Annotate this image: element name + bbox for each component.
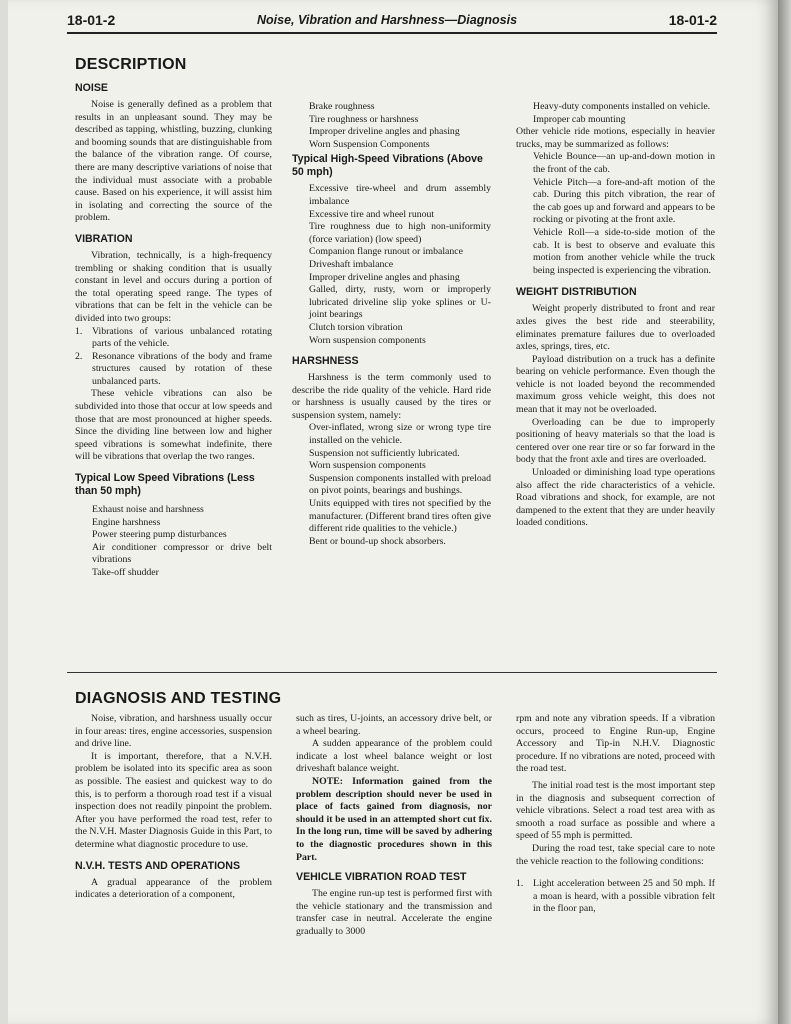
list-item: Bent or bound-up shock absorbers. <box>309 535 446 547</box>
list-item: 2. Resonance vibrations of the body and frame structures caused by rotation of these unbalanced parts. <box>75 350 272 387</box>
diagnosis-column-1 <box>75 713 272 902</box>
vibration-heading: VIBRATION <box>75 232 133 245</box>
diagnosis-paragraph: It is important, therefore, that a N.V.H. problem be isolated into its specific area as soon as possible. The easiest and quickest way to do this, is to perform a thorough road test if a visual inspection does not readily pinpoint the problem. After you have performed the road test, refer to the N.V.H. Master Diagnosis Guide in this Part, to determine what diagnostic procedure to use. <box>75 750 272 850</box>
note-paragraph: NOTE: Information gained from the problem description should never be used in place of facts gained from diagnosis, nor should it be used in an attempted short cut fix. In the long run, time will be saved by adhering to the diagnostic procedures shown in this Part. <box>296 775 492 863</box>
list-item: Excessive tire and wheel runout <box>309 208 435 220</box>
list-item: Engine harshness <box>92 516 161 528</box>
noise-paragraph: Noise is generally defined as a problem that results in an unpleasant sound. They may be described as tapping, whistling, buzzing, clunking and booming sounds that are distinguishable from the balance of the vibration range. Of course, there are many descriptive variations of noise that the individual must associate with a probable cause. Based on his experience, it will assist him in isolating and correcting the source of the problem. <box>75 99 272 224</box>
description-column-3 <box>516 101 715 530</box>
header-section-title: Noise, Vibration and Harshness—Diagnosis <box>257 13 518 27</box>
list-item: Vehicle Pitch—a fore-and-aft motion of the cab. During this pitch vibration, the rear of the cab goes up and forward and appears to be rocking or pivoting at the front axle. <box>533 176 715 226</box>
road-test-paragraph: The engine run-up test is performed first with the vehicle stationary and the transmission and transfer case in neutral. Accelerate the engine gradually to 3000 <box>296 888 492 937</box>
description-title: DESCRIPTION <box>75 56 187 73</box>
description-column-1 <box>75 78 272 580</box>
list-item: Excessive tire-wheel and drum assembly imbalance <box>309 183 491 207</box>
list-item: 1. Vibrations of various unbalanced rotating parts of the vehicle. <box>75 325 272 350</box>
harshness-paragraph: Harshness is the term commonly used to describe the ride quality of the vehicle. Hard ride or harshness is usually caused by the tires or suspension system, namely: <box>292 372 491 421</box>
harshness-heading: HARSHNESS <box>292 355 359 368</box>
list-item: Vehicle Roll—a side-to-side motion of the cab. It is best to observe and evaluate this motion from another vehicle while the truck being inspected is experiencing the vibration. <box>533 226 715 276</box>
list-item: Units equipped with tires not specified by the manufacturer. (Different brand tires often give different ride qualities to the vehicle.) <box>309 498 491 535</box>
nvh-tests-heading: N.V.H. TESTS AND OPERATIONS <box>75 859 241 872</box>
list-item: Improper driveline angles and phasing <box>309 271 460 283</box>
list-item: Air conditioner compressor or drive belt vibrations <box>92 541 272 566</box>
weight-paragraph: Unloaded or diminishing load type operations also affect the ride characteristics of a vehicle. Road vibrations and shock, for example, are not dampened to the extent that they are under heavily loaded conditions. <box>516 467 715 529</box>
list-item: 1. Light acceleration between 25 and 50 mph. If a moan is heard, with a possible vibration felt in the floor pan, <box>516 878 715 915</box>
diagnosis-column-2 <box>296 713 492 939</box>
high-speed-heading: Typical High-Speed Vibrations (Above 50 mph) <box>292 153 483 179</box>
header-page-number-right: 18-01-2 <box>668 12 717 28</box>
list-item: Brake roughness <box>309 101 375 112</box>
list-item: Power steering pump disturbances <box>92 529 227 541</box>
list-item: Suspension not sufficiently lubricated. <box>309 447 460 459</box>
low-speed-heading: Typical Low Speed Vibrations (Less than 50 mph) <box>75 472 255 498</box>
header-page-number-left: 18-01-2 <box>67 12 116 28</box>
diagnosis-column-3 <box>516 713 715 916</box>
weight-paragraph: Overloading can be due to improperly positioning of heavy materials so that the load is centered over one rear tire or so far forward in the body that the front axle and tires are overloaded. <box>516 416 715 466</box>
weight-distribution-heading: WEIGHT DISTRIBUTION <box>516 286 637 299</box>
running-header <box>67 10 717 34</box>
list-item: Improper driveline angles and phasing <box>309 126 460 138</box>
list-item: Take-off shudder <box>92 567 159 578</box>
weight-paragraph: Payload distribution on a truck has a definite bearing on vehicle performance. Even though the vehicle is not loaded beyond the recommended maximum gross vehicle weight, this does not mean that it may not be overloaded. <box>516 353 715 416</box>
diagnosis-paragraph: such as tires, U-joints, an accessory drive belt, or a wheel bearing. <box>296 713 492 737</box>
list-item: Improper cab mounting <box>533 113 626 125</box>
list-item: Galled, dirty, rusty, worn or improperly lubricated driveline slip yoke splines or U-joint bearings <box>309 284 491 321</box>
list-item: Vehicle Bounce—an up-and-down motion in the front of the cab. <box>533 151 715 175</box>
diagnosis-paragraph: rpm and note any vibration speeds. If a vibration occurs, proceed to Engine Run-up, Engine Accessory and Tip-in N.H.V. Diagnostic procedure. If no vibrations are noted, proceed with the road test. <box>516 713 715 775</box>
road-test-heading: VEHICLE VIBRATION ROAD TEST <box>296 871 467 884</box>
diagnosis-title: DIAGNOSIS AND TESTING <box>75 690 282 707</box>
list-item: Tire roughness or harshness <box>309 113 419 125</box>
list-item: Heavy-duty components installed on vehicle. <box>533 101 711 112</box>
list-item: Suspension components installed with preload on pivot points, bearings and bushings. <box>309 472 491 497</box>
list-item: Driveshaft imbalance <box>309 258 394 270</box>
diagnosis-paragraph: A sudden appearance of the problem could indicate a lost wheel balance weight or lost driveshaft balance weight. <box>296 738 492 775</box>
diagnosis-paragraph: During the road test, take special care to note the vehicle reaction to the following conditions: <box>516 842 715 867</box>
list-item: Exhaust noise and harshness <box>92 504 204 516</box>
section-divider <box>67 672 717 673</box>
weight-paragraph: Weight properly distributed to front and rear axles gives the best ride and steerability, eliminates premature failures due to overloaded axles, springs, tires, etc. <box>516 303 715 353</box>
page-edge-shadow <box>778 0 791 1024</box>
vibration-paragraph: Vibration, technically, is a high-frequency trembling or shaking condition that is usually constant in level and occurs during a portion of the total operating speed range. The types of vibrations that can be felt in the vehicle can be divided into two groups: <box>75 249 272 324</box>
description-column-2 <box>292 101 491 548</box>
nvh-paragraph: A gradual appearance of the problem indicates a deterioration of a component, <box>75 876 272 901</box>
noise-heading: NOISE <box>75 82 108 94</box>
diagnosis-paragraph: Noise, vibration, and harshness usually occur in four areas: tires, engine accessories, suspension and drive line. <box>75 713 272 750</box>
list-item: Tire roughness due to high non-uniformity (force variation) (low speed) <box>309 221 491 245</box>
ride-motions-paragraph: Other vehicle ride motions, especially in heavier trucks, may be summarized as follows: <box>516 126 715 150</box>
diagnosis-paragraph: The initial road test is the most important step in the diagnosis and subsequent correction of vehicle vibrations. Select a road test area with as smooth a road surface as possible and where a speed of 55 mph is permitted. <box>516 779 715 842</box>
list-item: Worn suspension components <box>309 460 426 472</box>
vibration-paragraph-2: These vehicle vibrations can also be subdivided into those that occur at low speeds and those that are most pronounced at higher speeds. Since the dividing line between low and higher speed vibrations is somewhat indefinite, there will be vibrations that overlap the two ranges. <box>75 388 272 463</box>
list-item: Worn Suspension Components <box>309 138 430 150</box>
list-item: Clutch torsion vibration <box>309 321 403 333</box>
list-item: Worn suspension components <box>309 334 426 346</box>
list-item: Over-inflated, wrong size or wrong type tire installed on the vehicle. <box>309 422 491 447</box>
list-item: Companion flange runout or imbalance <box>309 246 463 258</box>
